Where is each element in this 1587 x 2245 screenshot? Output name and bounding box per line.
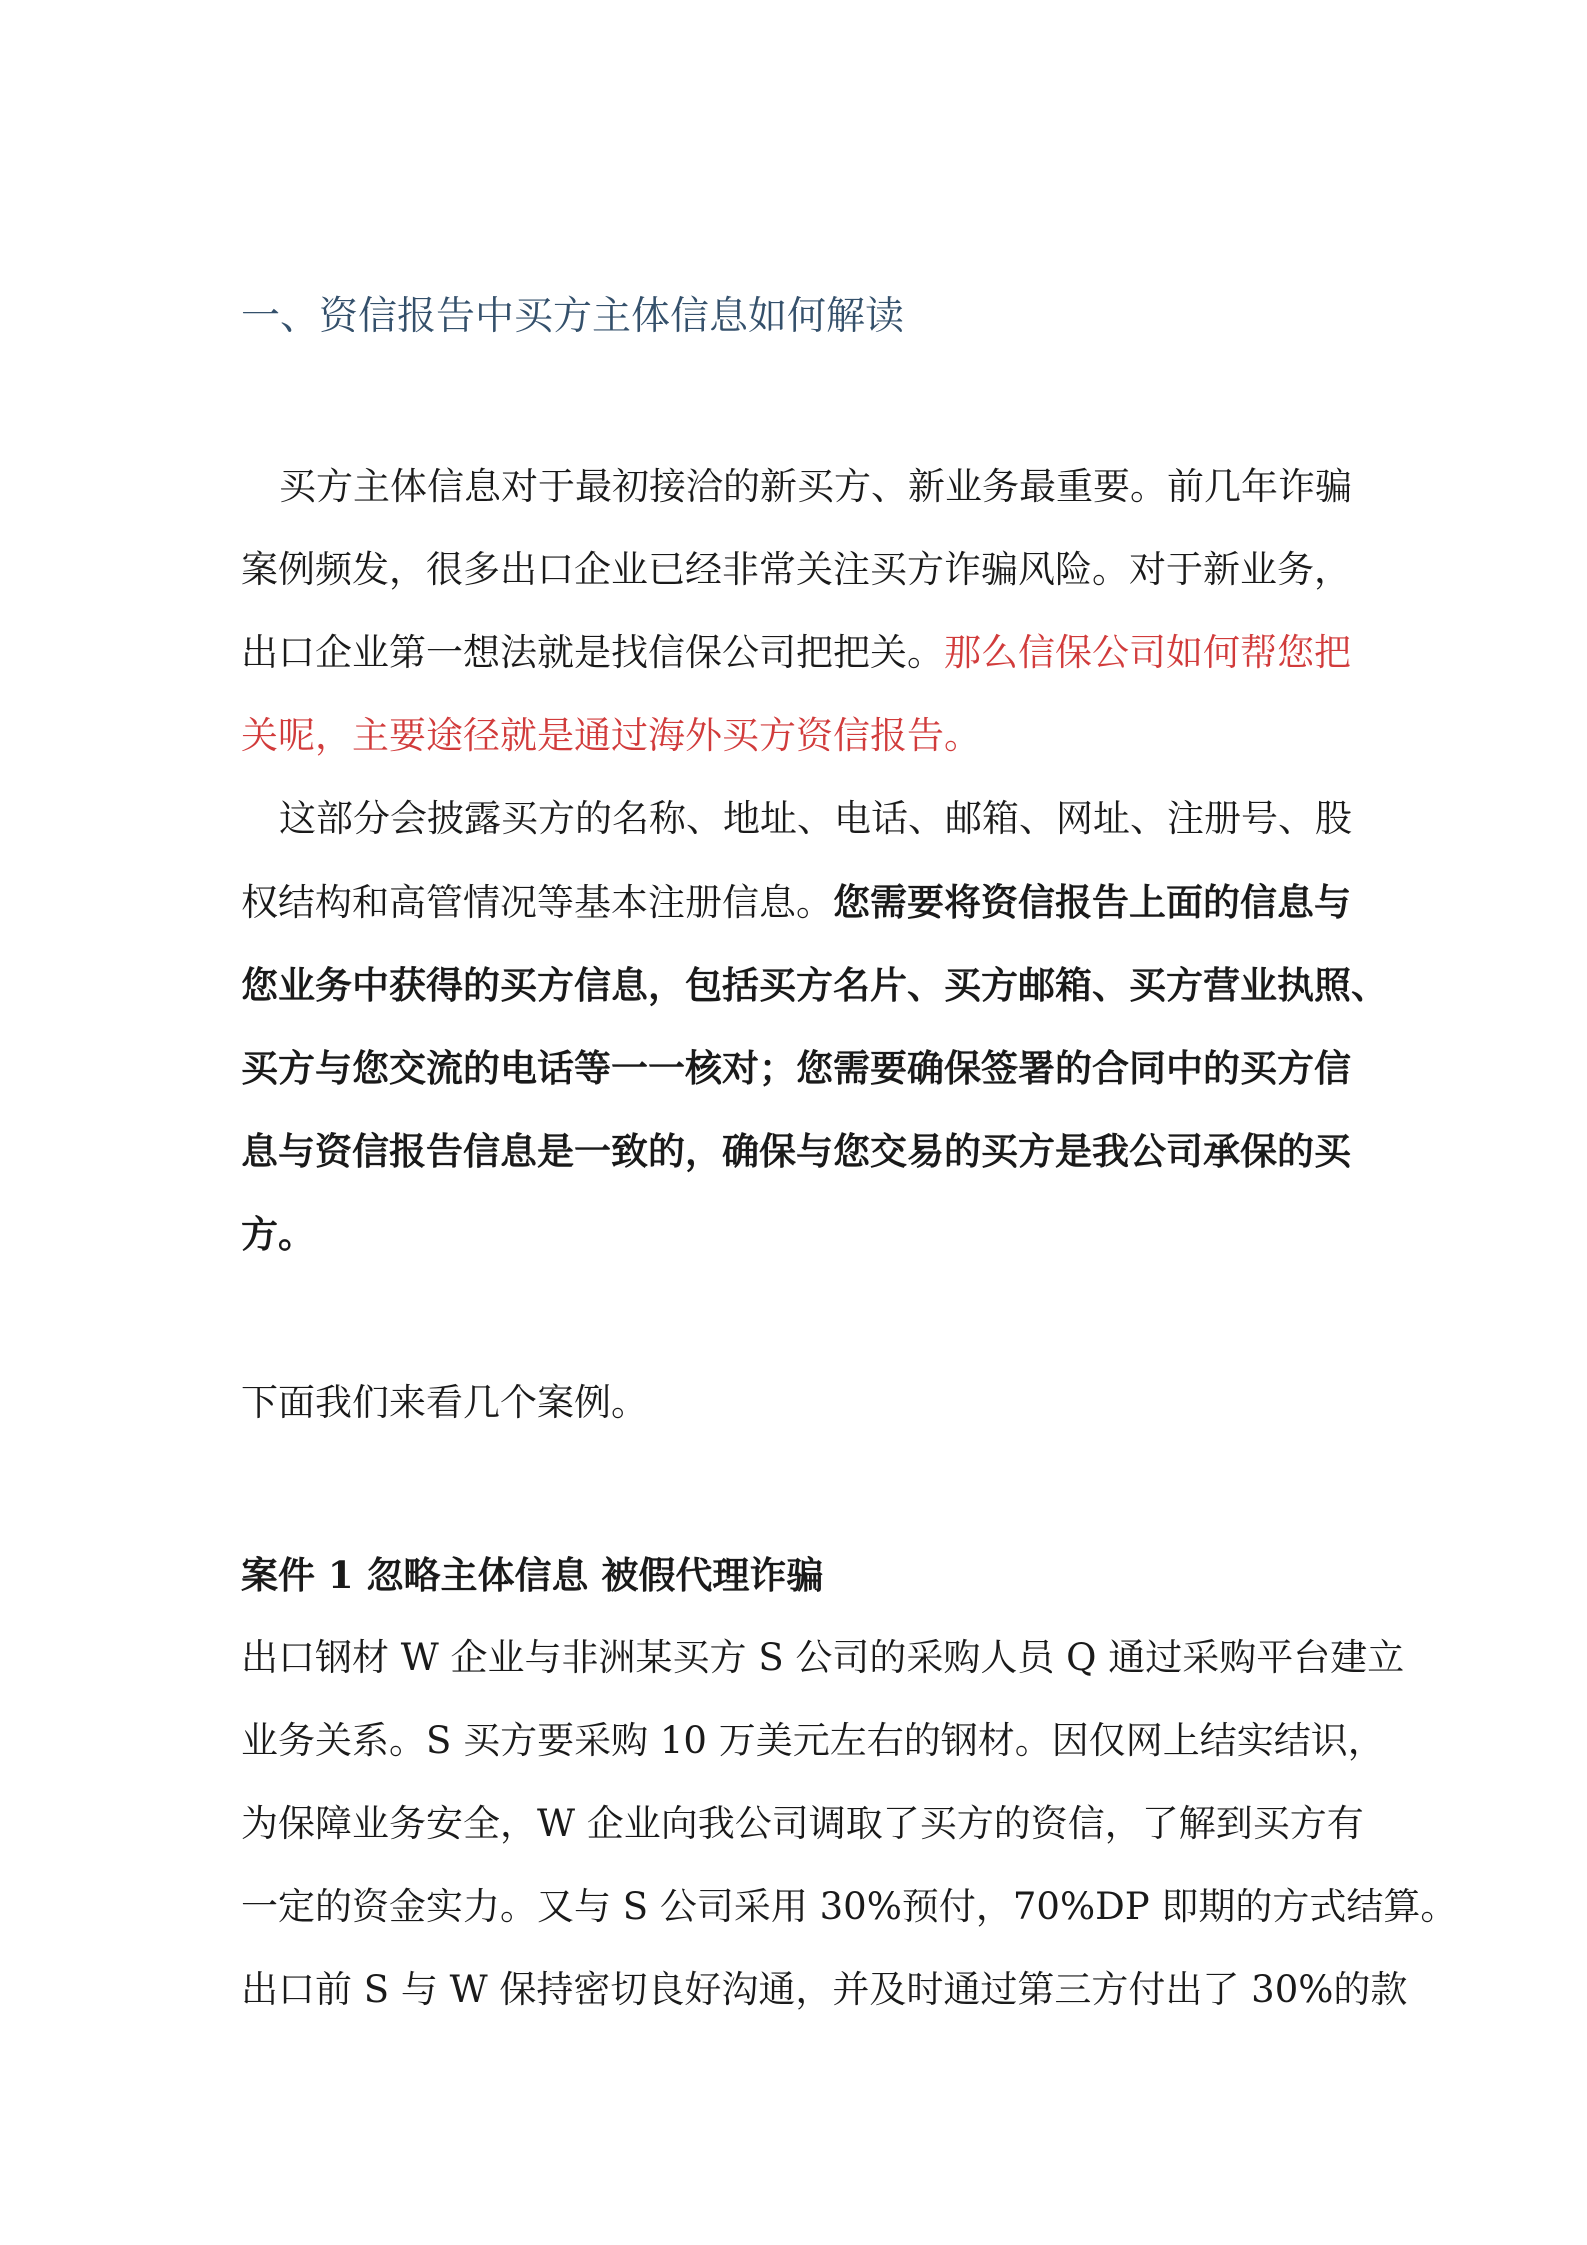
para2-line2 [241, 877, 1351, 927]
para1-line3-highlight: 那么信保公司如何帮您把 [944, 631, 1351, 674]
para2-line2-bold: 您需要将资信报告上面的信息与 [833, 880, 1351, 924]
para3-text: 下面我们来看几个案例。 [241, 1381, 648, 1424]
case1-line3: 为保障业务安全，W 企业向我公司调取了买方的资信，了解到买方有 [241, 1802, 1364, 1845]
para1-line3 [241, 628, 1351, 678]
para1-line1: 买方主体信息对于最初接洽的新买方、新业务最重要。前几年诈骗 [279, 465, 1352, 508]
para1-line3-text: 出口企业第一想法就是找信保公司把把关。 [241, 631, 944, 674]
para2-line1: 这部分会披露买方的名称、地址、电话、邮箱、网址、注册号、股 [279, 797, 1352, 840]
case1-title: 案件 1 忽略主体信息 被假代理诈骗 [241, 1553, 824, 1597]
para1-line2: 案例频发，很多出口企业已经非常关注买方诈骗风险。对于新业务， [241, 548, 1351, 591]
para1-line4-highlight: 关呢，主要途径就是通过海外买方资信报告。 [241, 714, 981, 757]
para2-line3-bold: 您业务中获得的买方信息，包括买方名片、买方邮箱、买方营业执照、 [241, 963, 1388, 1007]
case1-line4: 一定的资金实力。又与 S 公司采用 30%预付，70%DP 即期的方式结算。 [241, 1885, 1458, 1928]
case1-line2: 业务关系。S 买方要采购 10 万美元左右的钢材。因仅网上结实结识， [241, 1719, 1385, 1762]
para2-line6-bold: 方。 [241, 1212, 315, 1256]
section-heading: 一、资信报告中买方主体信息如何解读 [241, 294, 905, 339]
para2-line5-bold: 息与资信报告信息是一致的，确保与您交易的买方是我公司承保的买 [241, 1129, 1351, 1173]
case1-line1: 出口钢材 W 企业与非洲某买方 S 公司的采购人员 Q 通过采购平台建立 [241, 1636, 1405, 1679]
case1-line5: 出口前 S 与 W 保持密切良好沟通，并及时通过第三方付出了 30%的款 [241, 1968, 1408, 2011]
para2-line4-bold: 买方与您交流的电话等一一核对；您需要确保签署的合同中的买方信 [241, 1046, 1351, 1090]
para2-line2-text: 权结构和高管情况等基本注册信息。 [241, 881, 833, 924]
